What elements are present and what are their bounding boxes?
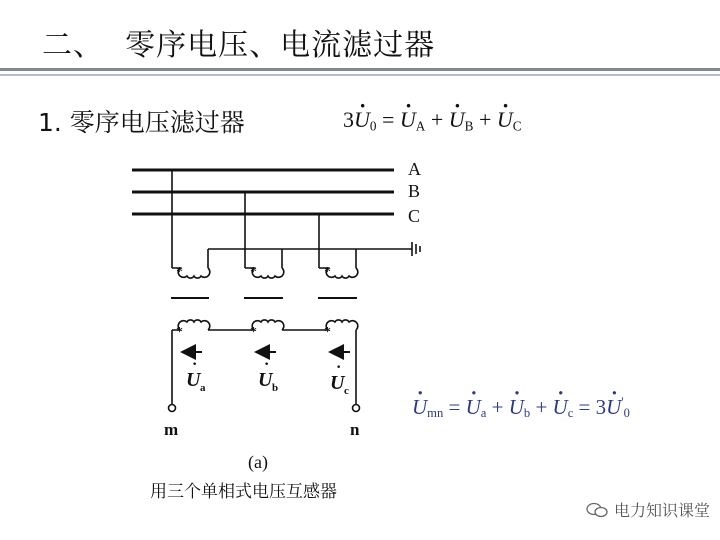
formula2-ub: · U — [509, 395, 524, 420]
ground-icon — [412, 242, 420, 256]
bus-label-b: B — [408, 181, 421, 201]
page-title: 二、 零序电压、电流滤过器 — [42, 28, 436, 63]
wechat-icon — [586, 502, 608, 518]
watermark — [586, 498, 710, 521]
polarity-star-pc: * — [324, 265, 331, 280]
formula2-plus-2: + — [535, 395, 548, 419]
section-subtitle: 1. 零序电压滤过器 — [38, 108, 245, 137]
voltage-sub-a: a — [200, 382, 206, 394]
formula2-u0: · U — [606, 395, 621, 420]
figure-label: (a) — [248, 452, 268, 472]
formula-ub: · U — [449, 107, 465, 133]
formula2-sub-c: c — [567, 406, 574, 421]
terminal-n-dot — [353, 405, 360, 412]
formula-ua: · U — [400, 107, 416, 133]
formula-u0: · U — [354, 107, 370, 133]
formula-coef: 3 — [343, 107, 354, 132]
formula-sub-0: 0 — [369, 118, 377, 134]
formula-sub-c: C — [512, 118, 522, 134]
formula-sub-b: B — [464, 118, 474, 134]
voltage-dot-b: · — [264, 356, 270, 373]
polarity-star-sc: * — [324, 325, 331, 340]
formula2-uc: · U — [553, 395, 568, 420]
formula2-sub-b: b — [523, 406, 531, 421]
formula2-sub-a: a — [480, 406, 487, 421]
formula-uc: · U — [497, 107, 513, 133]
formula2-umn: · U — [412, 395, 427, 420]
formula2-eq-1: = — [448, 395, 461, 419]
terminal-m-label: m — [164, 420, 179, 439]
voltage-label-a: U — [186, 369, 201, 391]
formula-eq: = — [381, 107, 395, 132]
voltage-dot-c: · — [336, 359, 342, 376]
formula2-ua: · U — [466, 395, 481, 420]
polarity-star-sb: * — [250, 325, 257, 340]
formula-sub-a: A — [415, 118, 426, 134]
formula2-eq-2: = — [578, 395, 591, 419]
formula-plus-1: + — [430, 107, 444, 132]
polarity-star-pa: * — [176, 265, 183, 280]
formula2-sub-mn: mn — [427, 406, 444, 421]
watermark-text: 电力知识课堂 — [613, 501, 710, 520]
voltage-sub-b: b — [272, 382, 279, 394]
formula-plus-2: + — [478, 107, 492, 132]
voltage-dot-a: · — [192, 356, 198, 373]
formula2-prime: ' — [621, 395, 624, 409]
figure-caption: 用三个单相式电压互感器 — [150, 482, 337, 502]
voltage-label-c: U — [330, 372, 345, 394]
formula2-plus-1: + — [491, 395, 504, 419]
bus-label-c: C — [408, 206, 421, 226]
polarity-star-sa: * — [176, 325, 183, 340]
polarity-star-pb: * — [250, 265, 257, 280]
formula2-coef: 3 — [595, 395, 607, 419]
voltage-sub-c: c — [344, 385, 349, 397]
formula2-sub-0: 0 — [623, 406, 630, 421]
terminal-n-label: n — [350, 420, 360, 439]
terminal-m-dot — [169, 405, 176, 412]
voltage-label-b: U — [258, 369, 273, 391]
bus-label-a: A — [408, 159, 421, 179]
